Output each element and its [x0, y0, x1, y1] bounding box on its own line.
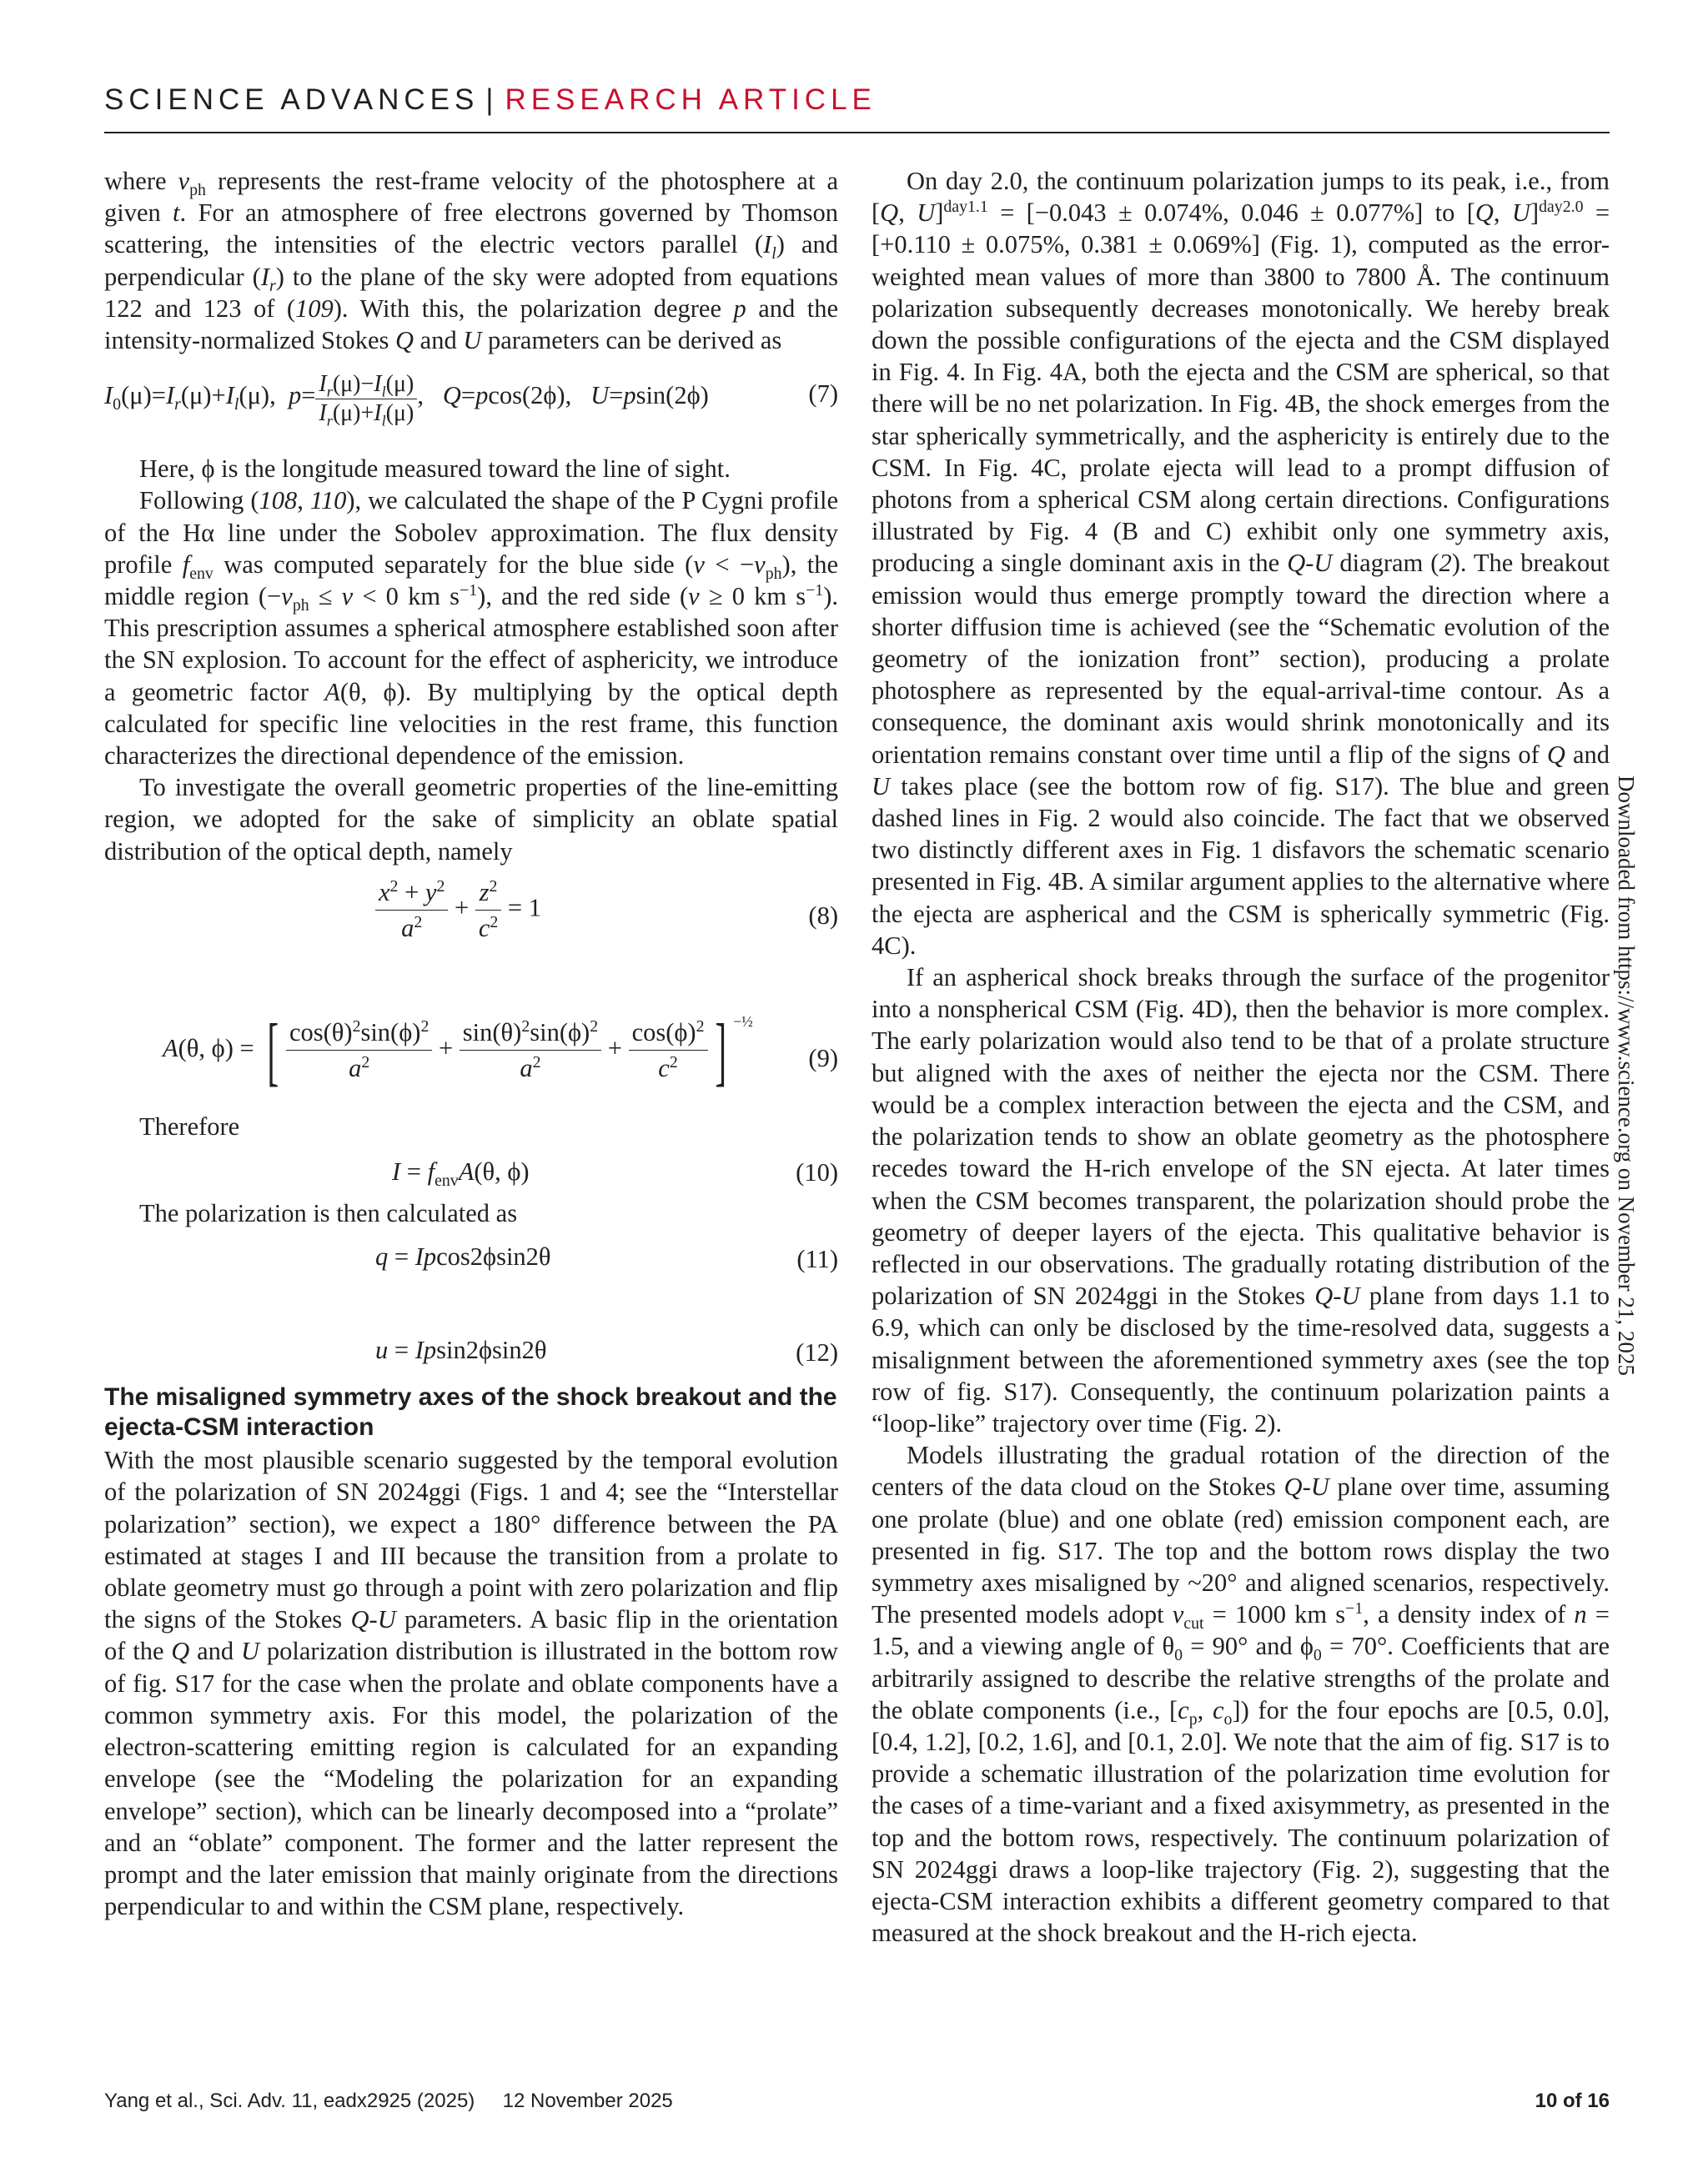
- journal-header: [104, 83, 1610, 123]
- article-type: RESEARCH ARTICLE: [505, 83, 877, 116]
- left-column: [104, 165, 838, 1922]
- left-paragraph-3: Following (108, 110), we calculated the shape of the P Cygni profile of the Hα line under the Sobolev approximation. The flux density profile $f_{env}$ was computed separately for the blue side $(v < -v_{ph})$, the middle region ($-v_{ph} \le v < 0$ km $s^{-1}$), and the red side (v ≥ 0 km $s^{-1}$). This prescription assumes a spherical atmosphere established soon after the SN explosion. To account for the effect of asphericity, we introduce a geometric factor A(θ, ϕ). By multiplying by the optical depth calculated for specific line velocities in the rest frame, this function characterizes the directional dependence of the emission.: [104, 486, 839, 770]
- left-paragraph-5: The polarization is then calculated as: [139, 1199, 518, 1228]
- left-paragraph-2: Here, ϕ is the longitude measured toward the line of sight.: [139, 454, 731, 484]
- therefore-text: Therefore: [139, 1112, 240, 1141]
- equation-7-number: (7): [808, 379, 838, 409]
- header-separator: |: [485, 83, 499, 116]
- equation-10: $I = f_{env}A(\theta$, ϕ) (10): [392, 1157, 838, 1191]
- left-paragraph-6: With the most plausible scenario suggested by the temporal evolution of the polarization of SN 2024ggi (Figs. 1 and 4; see the “Interstellar polarization” section), we expect a 180° difference between the PA estimated at stages I and III because the transition from a prolate to oblate geometry must go through a point with zero polarization and flip the signs of the Stokes Q-U parameters. A basic flip in the orientation of the Q and U polarization distribution is illustrated in the bottom row of fig. S17 for the case when the prolate and oblate components have a common symmetry axis. For this model, the polarization of the electron-scattering emitting region is calculated for an expanding envelope (see the “Modeling the polarization for an expanding envelope” section), which can be linearly decomposed into a “prolate” and an “oblate” component. The former and the latter represent the prompt and the later emission that mainly originate from the directions perpendicular to and within the CSM plane, respectively.: [104, 1446, 838, 1921]
- left-paragraph-1: where $v_{ph}$ represents the rest-frame velocity of the photosphere at a given t. For an atmosphere of free electrons governed by Thomson scattering, the intensities of the electric vectors parallel $(I_l)$ and perpendicular $(I_r)$ to the plane of the sky were adopted from equations 122 and 123 of (109). With this, the polarization degree p and the intensity-normalized Stokes Q and U parameters can be derived as: [104, 167, 838, 355]
- section-heading: The misaligned symmetry axes of the shock breakout and the ejecta-CSM interaction: [104, 1383, 837, 1442]
- equation-8-number: (8): [808, 901, 838, 930]
- header-rule: [104, 132, 1610, 133]
- right-column: [872, 165, 1610, 1949]
- right-paragraph-1: On day 2.0, the continuum polarization jumps to its peak, i.e., from [Q, U]$^{day1.1}$ = [−0.043 ± 0.074%, 0.046 ± 0.077%] to [Q, U]$^{day2.0}$ = [+0.110 ± 0.075%, 0.381 ± 0.069%] (Fig. 1), computed as the error-weighted mean values of more than 3800 to 7800 Å. The continuum polarization subsequently decreases monotonically. We hereby break down the possible configurations of the ejecta and the CSM displayed in Fig. 4. In Fig. 4A, both the ejecta and the CSM are spherical, so that there will be no net polarization. In Fig. 4B, the shock emerges from the star spherically symmetrically, and the asphericity is entirely due to the CSM. In Fig. 4C, prolate ejecta will lead to a prompt diffusion of photons from a spherical CSM along certain directions. Configurations illustrated by Fig. 4 (B and C) exhibit only one symmetry axis, producing a single dominant axis in the Q-U diagram (2). The breakout emission would thus emerge promptly toward the direction where a shorter diffusion time is achieved (see the “Schematic evolution of the geometry of the ionization front” section), producing a prolate photosphere as represented by the equal-arrival-time contour. As a consequence, the dominant axis would shrink monotonically and its orientation remains constant over time until a flip of the signs of Q and U takes place (see the bottom row of fig. S17). The blue and green dashed lines in Fig. 2 would also coincide. The fact that we observed two distinctly different axes in Fig. 1 disfavors the schematic scenario presented in Fig. 4B. A similar argument applies to the alternative where the ejecta are aspherical and the CSM is spherically symmetric (Fig. 4C).: [872, 167, 1610, 960]
- equation-11: q = Ipcos2ϕsin2θ (11): [104, 1234, 838, 1284]
- page-footer: [104, 2090, 1610, 2120]
- equation-12-number: (12): [796, 1338, 838, 1368]
- footer-citation: Yang et al., Sci. Adv. 11, eadx2925 (2025) 12 November 2025: [104, 2090, 673, 2112]
- equation-10-number: (10): [796, 1157, 838, 1187]
- equation-12: u = Ipsin2ϕsin2θ (12): [104, 1327, 838, 1378]
- equation-7: $I_0(\mu)=I_r(\mu)+I_l(\mu)$, p= $\frac{I_r(\mu)-I_l(\mu)}{I_r(\mu)+I_l(\mu)}$ , Q=pcos(2ϕ), U=psin(2ϕ) (7): [104, 371, 838, 429]
- page-number: 10 of 16: [1535, 2090, 1610, 2112]
- download-notice-text: Downloaded from https://www.science.org on November 21, 2025: [1614, 775, 1639, 1376]
- download-notice: [1614, 775, 1664, 1459]
- equation-8: $\frac{x^2 + y^2}{a^2}$ + $\frac{z^2}{c^2}$ = 1 (8): [104, 876, 838, 956]
- journal-name: SCIENCE ADVANCES: [104, 83, 480, 116]
- left-paragraph-4: To investigate the overall geometric properties of the line-emitting region, we adopted for the sake of simplicity an oblate spatial distribution of the optical depth, namely: [104, 773, 838, 866]
- equation-11-number: (11): [796, 1245, 838, 1274]
- right-paragraph-3: Models illustrating the gradual rotation of the direction of the centers of the data cloud on the Stokes Q-U plane over time, assuming one prolate (blue) and one oblate (red) emission component each, are presented in fig. S17. The top and the bottom rows display the two symmetry axes misaligned by ~20° and aligned scenarios, respectively. The presented models adopt $v_{cut} = 1000$ km $s^{-1}$, a density index of n = 1.5, and a viewing angle of $\theta_0 = 90^\circ$ and $\phi_0 = 70^\circ$. Coefficients that are arbitrarily assigned to describe the relative strengths of the prolate and the oblate components (i.e., [$c_p$, $c_o$]) for the four epochs are [0.5, 0.0], [0.4, 1.2], [0.2, 1.6], and [0.1, 2.0]. We note that the aim of fig. S17 is to provide a schematic illustration of the polarization time evolution for the cases of a time-variant and a fixed axisymmetry, as presented in the top and the bottom rows, respectively. The continuum polarization of SN 2024ggi draws a loop-like trajectory (Fig. 2), suggesting that the ejecta-CSM interaction exhibits a different geometry compared to that measured at the shock breakout and the H-rich ejecta.: [872, 1441, 1610, 1948]
- equation-9: A(θ, ϕ) = [ $\frac{\cos(\theta)^2\sin(\phi)^2}{a^2}$ + $\frac{\sin(\theta)^2\sin(\phi)^2}{a^2}$ + $\frac{\cos(\phi)^2}{c^2}$ ] $^{-\frac{1}{2}}$ (9): [163, 1007, 838, 1093]
- equation-9-number: (9): [808, 1043, 838, 1072]
- right-paragraph-2: If an aspherical shock breaks through the surface of the progenitor into a nonspherical CSM (Fig. 4D), then the behavior is more complex. The early polarization would also tend to be that of a prolate structure but aligned with the axes of neither the ejecta nor the CSM. There would be a complex interaction between the ejecta and the CSM, and the polarization tends to show an oblate geometry as the photosphere recedes toward the H-rich envelope of the SN ejecta. At later times when the CSM becomes transparent, the polarization should probe the geometry of deeper layers of the ejecta. This qualitative behavior is reflected in our observations. The gradually rotating distribution of the polarization of SN 2024ggi in the Stokes Q-U plane from days 1.1 to 6.9, which can only be disclosed by the time-resolved data, suggests a misalignment between the aforementioned symmetry axes (see the top row of fig. S17). Consequently, the continuum polarization paints a “loop-like” trajectory over time (Fig. 2).: [872, 963, 1610, 1438]
